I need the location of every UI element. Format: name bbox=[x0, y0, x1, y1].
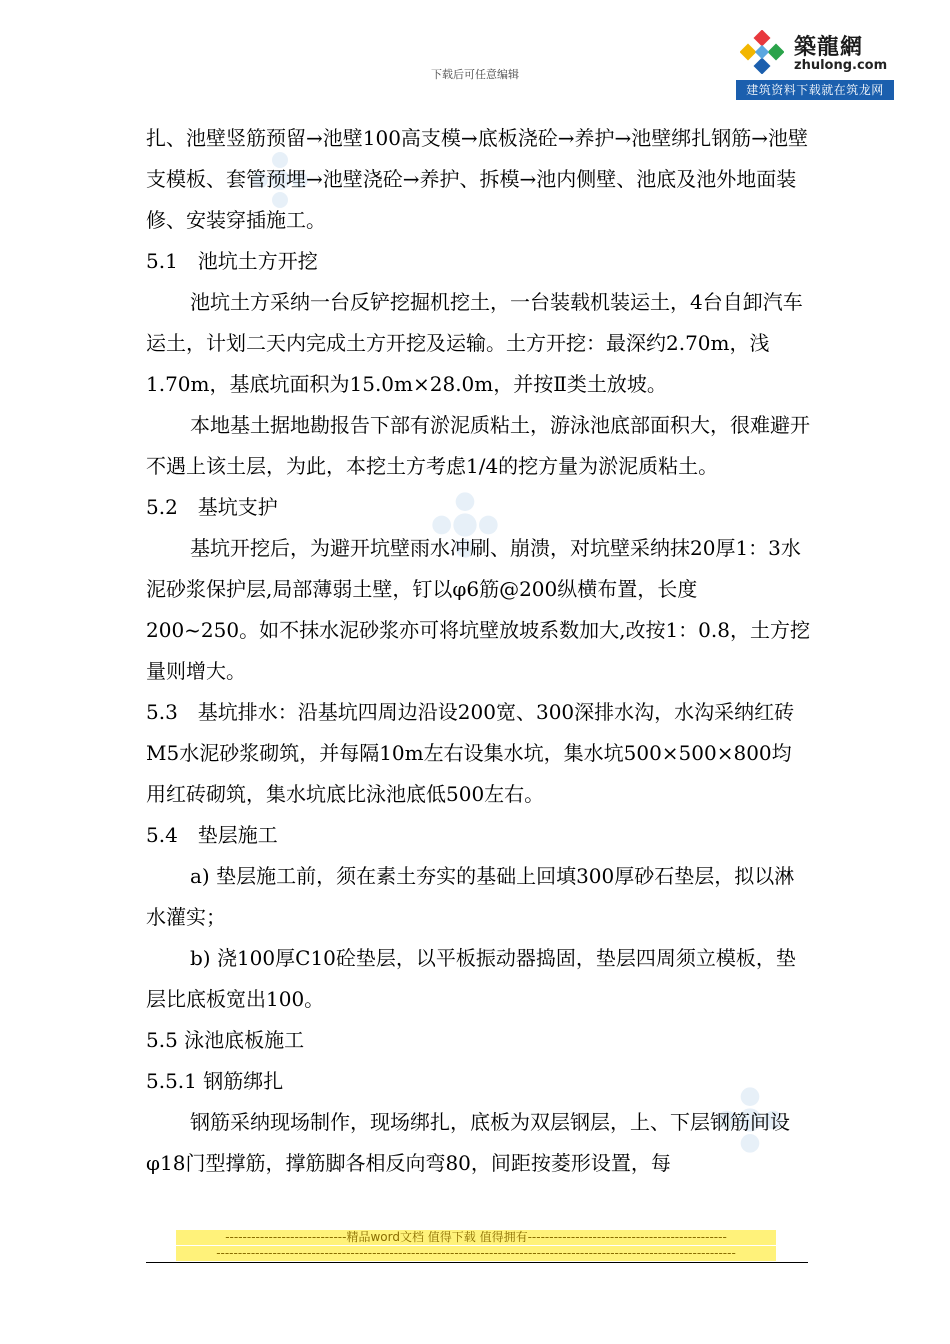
section-heading-5-5: 5.5 泳池底板施工 bbox=[146, 1028, 305, 1052]
paragraph: a) 垫层施工前，须在素土夯实的基础上回填300厚砂石垫层，拟以淋水灌实； bbox=[146, 864, 795, 929]
paragraph: 本地基土据地勘报告下部有淤泥质粘土，游泳池底部面积大，很难避开不遇上该土层，为此，本挖土方考虑1/4的挖方量为淤泥质粘土。 bbox=[146, 413, 810, 478]
section-paragraph-5-3: 5.3 基坑排水：沿基坑四周边沿设200宽、300深排水沟，水沟采纳红砖M5水泥砂浆砌筑，并每隔10m左右设集水坑，集水坑500×500×800均用红砖砌筑，集水坑底比泳池底低500左右。 bbox=[146, 700, 795, 806]
footer-divider bbox=[146, 1262, 808, 1263]
logo-slogan: 建筑资料下载就在筑龙网 bbox=[736, 80, 894, 100]
section-heading-5-2: 5.2 基坑支护 bbox=[146, 495, 278, 519]
section-heading-5-5-1: 5.5.1 钢筋绑扎 bbox=[146, 1069, 284, 1093]
logo-chinese-name: 築龍網 bbox=[794, 34, 864, 60]
paragraph: 基坑开挖后，为避开坑壁雨水冲刷、崩溃，对坑壁采纳抹20厚1：3水泥砂浆保护层,局部薄弱土壁，钉以φ6筋@200纵横布置，长度200~250。如不抹水泥砂浆亦可将坑壁放坡系数加大,改按1：0.8，土方挖量则增大。 bbox=[146, 536, 810, 683]
zhulong-logo[interactable] bbox=[736, 22, 894, 102]
paragraph: b) 浇100厚C10砼垫层，以平板振动器捣固，垫层四周须立模板，垫层比底板宽出100。 bbox=[146, 946, 796, 1011]
section-heading-5-4: 5.4 垫层施工 bbox=[146, 823, 278, 847]
paragraph: 钢筋采纳现场制作，现场绑扎，底板为双层钢层，上、下层钢筋间设φ18门型撑筋，撑筋脚各相反向弯80，间距按菱形设置，每 bbox=[146, 1110, 790, 1175]
logo-top bbox=[738, 26, 894, 78]
footer-banner-line1: ----------------------------精品word文档 值得下载 值得拥有---------------------------------------------- bbox=[176, 1230, 776, 1245]
document-body bbox=[146, 118, 810, 1184]
footer-banner-line2: ------------------------------------------------------------------------------------------------------------------------ bbox=[176, 1246, 776, 1261]
logo-flower-icon bbox=[740, 30, 784, 74]
logo-domain: zhulong.com bbox=[794, 58, 888, 73]
header-note: 下载后可任意编辑 bbox=[431, 68, 519, 81]
paragraph: 扎、池壁竖筋预留→池壁100高支模→底板浇砼→养护→池壁绑扎钢筋→池壁支模板、套管预埋→池壁浇砼→养护、拆模→池内侧壁、池底及池外地面装修、安装穿插施工。 bbox=[146, 126, 808, 232]
section-heading-5-1: 5.1 池坑土方开挖 bbox=[146, 249, 318, 273]
paragraph: 池坑土方采纳一台反铲挖掘机挖土，一台装载机装运土，4台自卸汽车运土，计划二天内完成土方开挖及运输。土方开挖：最深约2.70m，浅1.70m，基底坑面积为15.0m×28.0m，并按Ⅱ类土放坡。 bbox=[146, 290, 803, 396]
